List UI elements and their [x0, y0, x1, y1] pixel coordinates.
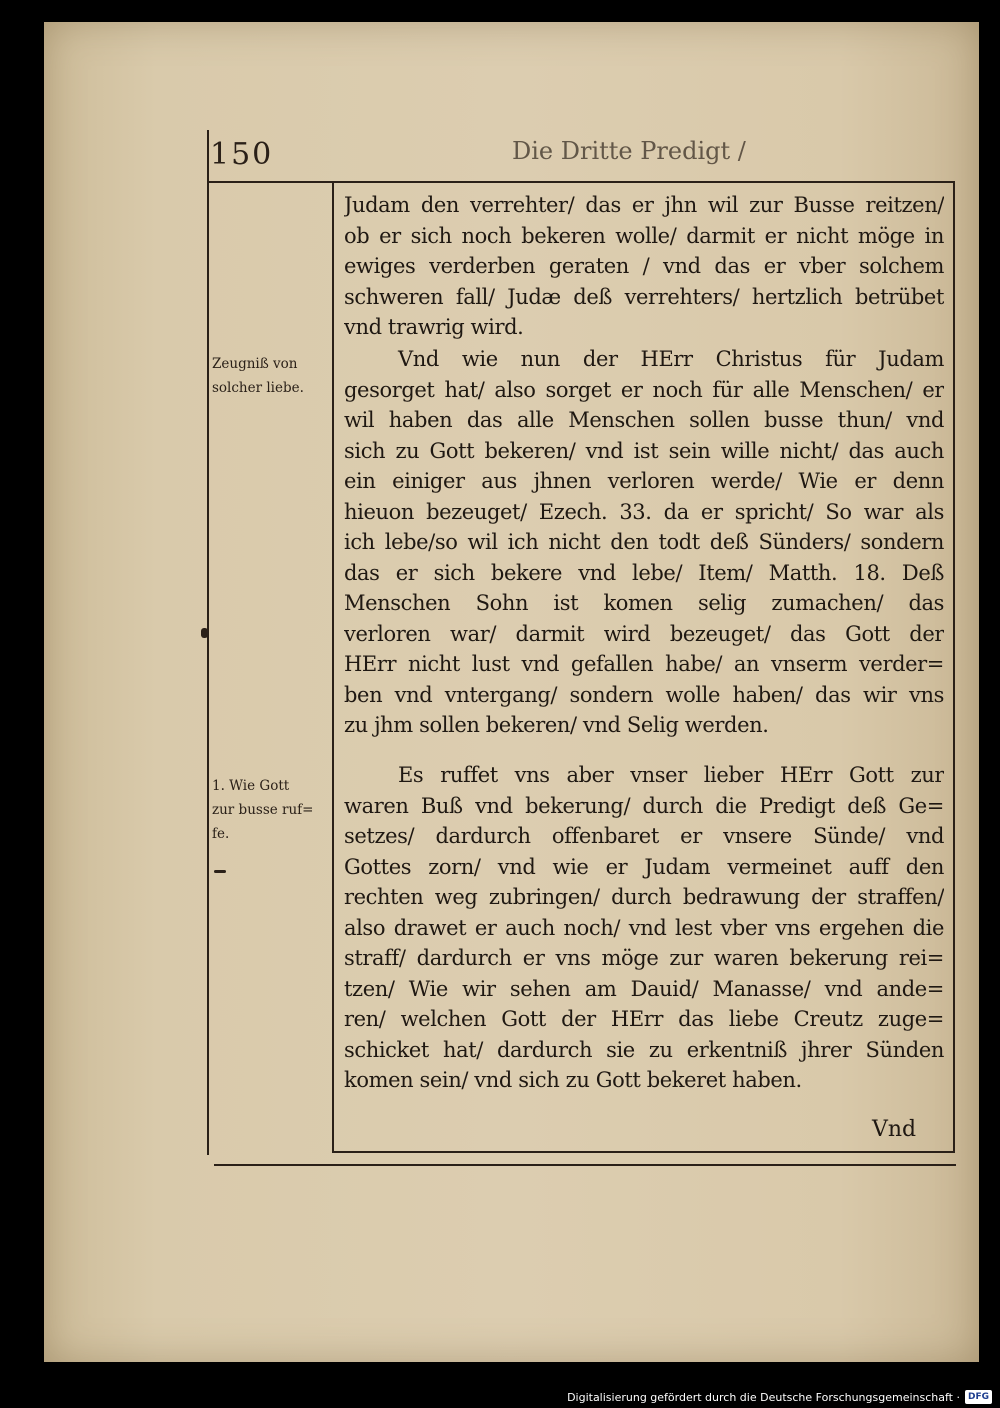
text-line: Judam den verrehter/ das er jhn wil zur Busse reitzen/ [344, 193, 944, 217]
text-line: ewiges verderben geraten / vnd das er vber solchem [344, 254, 944, 278]
text-line: Es ruffet vns aber vnser lieber HErr Gott zur [398, 763, 944, 787]
text-line: vnd trawrig wird. [344, 315, 524, 339]
text-line: setzes/ dardurch offenbaret er vnsere Sünde/ vnd [344, 824, 944, 848]
catchword: Vnd [872, 1117, 917, 1142]
text-line: rechten weg zubringen/ durch bedrawung der straffen/ [344, 885, 944, 909]
text-line: also drawet er auch noch/ vnd lest vber vns ergehen die [344, 915, 944, 940]
marginal-line: 1. Wie Gott [212, 778, 290, 794]
marginal-line: Zeugniß von [212, 356, 298, 372]
marginal-note [212, 774, 324, 846]
text-line: straff/ dardurch er vns möge zur waren bekerung rei= [344, 946, 944, 970]
text-line: ren/ welchen Gott der HErr das liebe Creutz zuge= [344, 1007, 944, 1031]
text-line: hieuon bezeuget/ Ezech. 33. da er spricht/ So war als [344, 499, 944, 524]
footer-credit: Digitalisierung gefördert durch die Deutsche Forschungsgemeinschaft · [567, 1390, 960, 1404]
text-line: ob er sich noch bekeren wolle/ darmit er nicht möge in [344, 223, 944, 248]
text-line: schweren fall/ Judæ deß verrehters/ hertzlich betrübet [344, 284, 944, 309]
text-line: Menschen Sohn ist komen selig zumachen/ das [344, 591, 944, 615]
marginal-line: zur busse ruf= [212, 802, 314, 818]
paragraph [344, 190, 944, 343]
text-line: ein einiger aus jhnen verloren werde/ Wie er denn [344, 469, 944, 493]
text-line: Vnd wie nun der HErr Christus für Judam [398, 347, 944, 371]
text-line: wil haben das alle Menschen sollen busse thun/ vnd [344, 408, 944, 432]
marginal-line: solcher liebe. [212, 380, 304, 396]
dfg-logo: DFG [965, 1390, 992, 1404]
page-number: 150 [210, 137, 274, 172]
text-line: waren Buß vnd bekerung/ durch die Predigt deß Ge= [344, 793, 944, 818]
text-line: gesorget hat/ also sorget er noch für alle Menschen/ er [344, 377, 944, 402]
marginal-note [212, 352, 324, 400]
text-line: tzen/ Wie wir sehen am Dauid/ Manasse/ vnd ande= [344, 976, 944, 1001]
running-head: Die Dritte Predigt / [512, 137, 746, 165]
left-frame-rule [207, 130, 209, 1155]
bottom-rule [214, 1164, 956, 1166]
text-line: zu jhm sollen bekeren/ vnd Selig werden. [344, 713, 769, 737]
digitization-footer [567, 1388, 992, 1406]
text-line: das er sich bekere vnd lebe/ Item/ Matth. 18. Deß [344, 560, 944, 585]
text-line: sich zu Gott bekeren/ vnd ist sein wille nicht/ das auch [344, 438, 944, 463]
margin-mark [201, 628, 208, 638]
text-line: Gottes zorn/ vnd wie er Judam vermeinet auff den [344, 854, 944, 879]
text-line: ich lebe/so wil ich nicht den todt deß Sünders/ sondern [344, 530, 944, 554]
text-line: ben vnd vntergang/ sondern wolle haben/ das wir vns [344, 682, 944, 707]
paragraph [344, 344, 944, 741]
text-line: HErr nicht lust vnd gefallen habe/ an vnserm verder= [344, 652, 944, 676]
text-line: schicket hat/ dardurch sie zu erkentniß jhrer Sünden [344, 1037, 944, 1062]
marginal-line: fe. [212, 826, 230, 842]
text-line: verloren war/ darmit wird bezeuget/ das Gott der [344, 621, 944, 646]
paragraph [344, 760, 944, 1096]
text-line: komen sein/ vnd sich zu Gott bekeret haben. [344, 1068, 802, 1092]
margin-mark [214, 870, 226, 873]
